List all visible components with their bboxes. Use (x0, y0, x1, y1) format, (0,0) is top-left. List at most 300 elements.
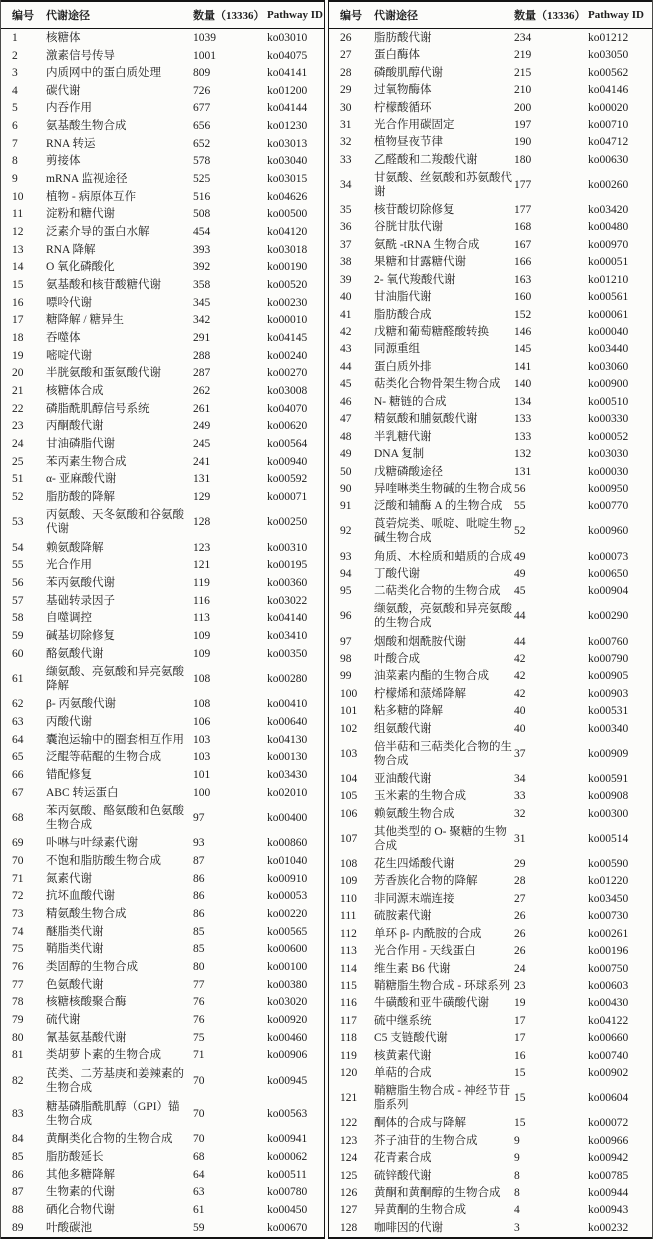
row-number: 90 (340, 482, 352, 495)
gene-count: 234 (514, 31, 532, 44)
pathway-name: 亚油酸代谢 (374, 772, 432, 785)
gene-count: 8 (514, 1187, 520, 1200)
pathway-name: 丙酮酸代谢 (46, 420, 104, 433)
row-number: 77 (12, 978, 24, 991)
row-number: 87 (12, 1186, 24, 1199)
table-row (329, 288, 652, 305)
pathway-name: 苯丙氨酸代谢 (46, 577, 115, 589)
pathway-name: 吞噬体 (46, 332, 81, 345)
gene-count: 131 (514, 465, 532, 478)
row-number: 50 (340, 465, 352, 478)
pathway-id: ko00020 (588, 101, 629, 114)
gene-count: 86 (193, 908, 205, 921)
gene-count: 34 (514, 772, 526, 785)
pathway-id: ko00908 (588, 790, 629, 803)
pathway-name: 硫胺素代谢 (374, 910, 432, 923)
pathway-id: ko00260 (588, 178, 629, 191)
table-row (1, 276, 324, 294)
gene-count: 31 (514, 832, 526, 845)
row-number: 60 (12, 647, 24, 660)
row-number: 28 (340, 66, 352, 79)
table-row (1, 835, 324, 853)
pathway-id: ko04146 (588, 84, 629, 97)
row-number: 55 (12, 559, 24, 572)
row-number: 98 (340, 652, 352, 665)
gene-count: 55 (514, 500, 526, 513)
table-row (329, 201, 652, 218)
pathway-name: 蛋白质外排 (374, 360, 432, 373)
pathway-name: 精氨酸和脯氨酸代谢 (374, 413, 478, 426)
table-row (1, 941, 324, 959)
gene-count: 40 (514, 722, 526, 735)
gene-count: 86 (193, 890, 205, 903)
pathway-id: ko00563 (267, 1107, 308, 1120)
pathway-name: 倍半萜和三萜类化合物的生物合成 (374, 740, 512, 767)
pathway-name: 精氨酸生物合成 (46, 908, 127, 921)
table-row (329, 480, 652, 497)
pathway-name: 萜类化合物骨架生物合成 (374, 378, 501, 391)
table-row (1, 627, 324, 645)
table-row (1, 470, 324, 488)
table-row (329, 1149, 652, 1166)
row-number: 54 (12, 541, 24, 554)
table-row (1, 223, 324, 241)
pathway-name: mRNA 监视途径 (46, 173, 128, 186)
pathway-id: ko00902 (588, 1067, 629, 1080)
pathway-id: ko01200 (267, 84, 308, 97)
pathway-id: ko00710 (588, 118, 629, 131)
gene-count: 108 (193, 698, 211, 711)
table-row (1, 852, 324, 870)
table-row (1, 766, 324, 784)
row-number: 118 (340, 1032, 357, 1045)
table-row (329, 1132, 652, 1149)
pathway-id: ko00480 (588, 221, 629, 234)
pathway-id: ko00592 (267, 473, 308, 486)
pathway-name: 苯丙素生物合成 (46, 455, 127, 468)
pathway-id: ko03020 (267, 996, 308, 1009)
gene-count: 45 (514, 585, 526, 598)
pathway-id: ko00770 (588, 500, 629, 513)
row-number: 95 (340, 585, 352, 598)
pathway-name: 烟酸和烟酰胺代谢 (374, 635, 466, 648)
pathway-name: α- 亚麻酸代谢 (46, 473, 117, 486)
row-number: 82 (12, 1074, 24, 1087)
row-number: 76 (12, 961, 24, 974)
gene-count: 342 (193, 314, 211, 327)
row-number: 8 (12, 155, 18, 168)
pathway-name: 核糖体合成 (46, 384, 104, 397)
pathway-name: 糖降解 / 糖异生 (46, 314, 124, 327)
pathway-id: ko00562 (588, 66, 629, 79)
table-row (329, 46, 652, 63)
pathway-id: ko00520 (267, 279, 308, 292)
gene-count: 167 (514, 238, 532, 251)
table-row (329, 169, 652, 202)
pathway-id: ko04122 (588, 1014, 629, 1027)
row-number: 22 (12, 402, 24, 415)
table-row (1, 645, 324, 663)
table-row (1, 557, 324, 575)
gene-count: 59 (193, 1221, 205, 1234)
gene-count: 103 (193, 733, 211, 746)
gene-count: 80 (193, 961, 205, 974)
gene-count: 128 (193, 516, 211, 529)
header-number: 编号 (329, 1, 374, 29)
table-row (1, 888, 324, 906)
pathway-name: RNA 转运 (46, 137, 96, 150)
pathway-id: ko00196 (588, 945, 629, 958)
pathway-id: ko03030 (588, 448, 629, 461)
pathway-id: ko00960 (588, 525, 629, 538)
pathway-name: DNA 复制 (374, 448, 425, 461)
row-number: 5 (12, 102, 18, 115)
pathway-name: 非同源末端连接 (374, 892, 455, 905)
row-number: 51 (12, 473, 24, 486)
table-row (329, 925, 652, 942)
pathway-id: ko00640 (267, 716, 308, 729)
pathway-name: 脂肪酸的降解 (46, 490, 115, 503)
table-row (329, 565, 652, 582)
pathway-id: ko00590 (588, 857, 629, 870)
gene-count: 219 (514, 49, 532, 62)
pathway-name: 嘧啶代谢 (46, 349, 92, 362)
pathway-name: 角质、木栓质和蜡质的合成 (374, 550, 512, 563)
pathway-id: ko00603 (588, 979, 629, 992)
pathway-name: 卟啉与叶绿素代谢 (46, 837, 138, 850)
gene-count: 677 (193, 102, 211, 115)
pathway-id: ko03050 (588, 49, 629, 62)
pathway-name: 酪氨酸代谢 (46, 647, 104, 660)
pathway-id: ko04070 (267, 402, 308, 415)
pathway-id: ko03008 (267, 384, 308, 397)
gene-count: 197 (514, 118, 532, 131)
row-number: 44 (340, 360, 352, 373)
row-number: 41 (340, 308, 352, 321)
table-row (329, 1030, 652, 1047)
row-number: 47 (340, 413, 352, 426)
pathway-name: 同源重组 (374, 343, 420, 356)
pathway-id: ko00950 (588, 482, 629, 495)
table-row (1, 206, 324, 224)
row-number: 36 (340, 221, 352, 234)
table-row (1, 802, 324, 835)
gene-count: 133 (514, 430, 532, 443)
pathway-name: 脂肪酸代谢 (374, 31, 432, 44)
pathway-name: 氨酰 -tRNA 生物合成 (374, 238, 480, 251)
row-number: 7 (12, 137, 18, 150)
pathway-id: ko00430 (588, 997, 629, 1010)
pathway-id: ko00906 (267, 1049, 308, 1062)
row-number: 128 (340, 1222, 358, 1235)
gene-count: 141 (514, 360, 532, 373)
row-number: 74 (12, 925, 24, 938)
gene-count: 215 (514, 66, 532, 79)
pathway-id: ko04075 (267, 49, 308, 62)
row-number: 10 (12, 190, 24, 203)
row-number: 124 (340, 1152, 358, 1165)
gene-count: 106 (193, 716, 211, 729)
pathway-name: 泛素介导的蛋白水解 (46, 226, 150, 239)
row-number: 111 (340, 910, 357, 923)
gene-count: 26 (514, 910, 526, 923)
pathway-name: 缬氨酸、亮氨酸和异亮氨酸降解 (46, 666, 184, 693)
row-number: 33 (340, 153, 352, 166)
gene-count: 116 (193, 594, 210, 607)
pathway-id: ko01040 (267, 855, 308, 868)
table-row (329, 134, 652, 151)
gene-count: 100 (193, 786, 211, 799)
table-row (329, 960, 652, 977)
row-number: 15 (12, 279, 24, 292)
pathway-name: 鞘糖脂生物合成 - 环球系列 (374, 979, 511, 992)
pathway-id: ko00945 (267, 1074, 308, 1087)
pathway-name: 蛋白酶体 (374, 49, 420, 62)
pathway-id: ko00230 (267, 296, 308, 309)
table-row (1, 488, 324, 506)
pathway-id: ko00650 (588, 567, 629, 580)
pathway-name: 淀粉和糖代谢 (46, 208, 115, 221)
gene-count: 145 (514, 343, 532, 356)
gene-count: 70 (193, 1074, 205, 1087)
pathway-id: ko04144 (267, 102, 308, 115)
table-row (329, 1064, 652, 1081)
gene-count: 44 (514, 635, 526, 648)
gene-count: 132 (514, 448, 532, 461)
table-row (329, 254, 652, 271)
pathway-id: ko00966 (588, 1134, 629, 1147)
pathway-id: ko04141 (267, 67, 308, 80)
row-number: 80 (12, 1031, 24, 1044)
pathway-id: ko00942 (588, 1152, 629, 1165)
table-row (1, 135, 324, 153)
pathway-id: ko00270 (267, 367, 308, 380)
pathway-id: ko03015 (267, 173, 308, 186)
table-row (1, 994, 324, 1012)
table-row (329, 1012, 652, 1029)
gene-count: 358 (193, 279, 211, 292)
row-number: 122 (340, 1117, 358, 1130)
row-number: 56 (12, 577, 24, 589)
row-number: 21 (12, 384, 24, 397)
pathway-name: 鞘糖脂生物合成 - 神经节苷脂系列 (374, 1085, 511, 1112)
row-number: 115 (340, 979, 357, 992)
pathway-name: 氮素代谢 (46, 872, 92, 885)
row-number: 27 (340, 49, 352, 62)
pathway-name: 色氨酸代谢 (46, 978, 104, 991)
gene-count: 1001 (193, 49, 216, 62)
pathway-table-left (1, 0, 324, 1239)
gene-count: 101 (193, 769, 211, 782)
pathway-id: ko00450 (267, 1203, 308, 1216)
row-number: 4 (12, 84, 18, 97)
pathway-id: ko00510 (588, 395, 629, 408)
table-row (329, 995, 652, 1012)
row-number: 34 (340, 178, 352, 191)
table-row (1, 188, 324, 206)
pathway-id: ko00220 (267, 908, 308, 921)
gene-count: 75 (193, 1031, 205, 1044)
pathway-id: ko00620 (267, 420, 308, 433)
row-number: 71 (12, 872, 24, 885)
row-number: 70 (12, 855, 24, 868)
gene-count: 121 (193, 559, 211, 572)
table-row (1, 574, 324, 592)
table-row (1, 29, 324, 47)
gene-count: 9 (514, 1152, 520, 1165)
row-number: 46 (340, 395, 352, 408)
table-row (329, 668, 652, 685)
pathway-name: 光合作用碳固定 (374, 118, 455, 131)
pathway-id: ko00330 (588, 413, 629, 426)
table-row (1, 749, 324, 767)
row-number: 117 (340, 1014, 357, 1027)
gene-count: 160 (514, 291, 532, 304)
row-number: 19 (12, 349, 24, 362)
pathway-id: ko00261 (588, 927, 629, 940)
row-number: 110 (340, 892, 357, 905)
table-row (329, 29, 652, 47)
table-row (1, 976, 324, 994)
pathway-name: 丁酸代谢 (374, 567, 420, 580)
pathway-name: O 氧化磷酸化 (46, 261, 115, 274)
table-row (1, 923, 324, 941)
pathway-name: 莨菪烷类、哌啶、吡啶生物碱生物合成 (374, 518, 512, 545)
gene-count: 56 (514, 482, 526, 495)
pathway-name: 甘氨酸、丝氨酸和苏氨酸代谢 (374, 171, 512, 198)
table-row (1, 1029, 324, 1047)
gene-count: 210 (514, 84, 532, 97)
table-row (329, 1167, 652, 1184)
table-row (1, 592, 324, 610)
table-row (329, 376, 652, 393)
gene-count: 200 (514, 101, 532, 114)
pathway-name: 单环 β- 内酰胺的合成 (374, 927, 482, 940)
pathway-id: ko00904 (588, 585, 629, 598)
pathway-name: 硫代谢 (46, 1014, 81, 1026)
gene-count: 37 (514, 747, 526, 760)
pathway-name: 芥子油苷的生物合成 (374, 1134, 478, 1147)
pathway-name: 脂肪酸延长 (46, 1150, 104, 1163)
pathway-id: ko03430 (267, 769, 308, 782)
gene-count: 134 (514, 395, 532, 408)
row-number: 93 (340, 550, 352, 563)
table-row (1, 1047, 324, 1065)
row-number: 127 (340, 1204, 358, 1217)
row-number: 67 (12, 786, 24, 799)
gene-count: 652 (193, 137, 211, 150)
row-number: 125 (340, 1169, 358, 1182)
gene-count: 245 (193, 437, 211, 450)
pathway-name: β- 丙氨酸代谢 (46, 698, 117, 711)
table-row (329, 908, 652, 925)
pathway-id: ko04626 (267, 190, 308, 203)
row-number: 66 (12, 769, 24, 782)
row-number: 26 (340, 31, 352, 44)
table-header (1, 1, 324, 29)
pathway-id: ko00561 (588, 291, 629, 304)
pathway-id: ko00360 (267, 577, 308, 589)
table-row (329, 1202, 652, 1219)
pathway-id: ko00591 (588, 772, 629, 785)
header-pathway: 代谢途径 (374, 1, 512, 29)
row-number: 37 (340, 238, 352, 251)
gene-count: 33 (514, 790, 526, 803)
table-row (329, 822, 652, 855)
pathway-id: ko00905 (588, 670, 629, 683)
table-row (1, 400, 324, 418)
gene-count: 108 (193, 673, 211, 686)
table-row (1, 1166, 324, 1184)
pathway-id: ko00340 (588, 722, 629, 735)
pathway-id: ko04130 (267, 733, 308, 746)
pathway-name: 维生素 B6 代谢 (374, 962, 451, 975)
gene-count: 393 (193, 243, 211, 256)
row-number: 17 (12, 314, 24, 327)
gene-count: 32 (514, 807, 526, 820)
row-number: 3 (12, 67, 18, 80)
gene-count: 4 (514, 1204, 520, 1217)
gene-count: 85 (193, 943, 205, 956)
gene-count: 656 (193, 120, 211, 133)
pathway-name: 赖氨酸降解 (46, 541, 104, 554)
table-row (1, 435, 324, 453)
pathway-name: 黄酮类化合物的生物合成 (46, 1133, 173, 1146)
table-row (1, 1011, 324, 1029)
pathway-id: ko00531 (588, 705, 629, 718)
table-row (329, 788, 652, 805)
table-row (1, 117, 324, 135)
row-number: 9 (12, 173, 18, 186)
table-row (329, 306, 652, 323)
pathway-name: 嘌呤代谢 (46, 296, 92, 309)
pathway-id: ko01230 (267, 120, 308, 133)
pathway-id: ko00030 (588, 465, 629, 478)
pathway-name: 内吞作用 (46, 102, 92, 115)
gene-count: 129 (193, 490, 211, 503)
table-row (1, 329, 324, 347)
pathway-id: ko00970 (588, 238, 629, 251)
row-number: 63 (12, 716, 24, 729)
pathway-id: ko00630 (588, 153, 629, 166)
gene-count: 262 (193, 384, 211, 397)
pathway-id: ko00785 (588, 1169, 629, 1182)
table-row (329, 445, 652, 462)
gene-count: 8 (514, 1169, 520, 1182)
pathway-id: ko04145 (267, 332, 308, 345)
pathway-id: ko00310 (267, 541, 308, 554)
pathway-id: ko00240 (267, 349, 308, 362)
row-number: 84 (12, 1133, 24, 1146)
pathway-name: 芪类、二芳基庚和姜辣素的生物合成 (46, 1067, 184, 1094)
pathway-name: 自噬调控 (46, 612, 92, 625)
pathway-name: 丙酸代谢 (46, 716, 92, 729)
gene-count: 19 (514, 997, 526, 1010)
gene-count: 23 (514, 979, 526, 992)
pathway-name: 赖氨酸生物合成 (374, 807, 455, 820)
gene-count: 63 (193, 1186, 205, 1199)
pathway-id: ko00760 (588, 635, 629, 648)
table-row (329, 942, 652, 959)
gene-count: 146 (514, 326, 532, 339)
pathway-name: 2- 氧代羧酸代谢 (374, 273, 456, 286)
gene-count: 15 (514, 1092, 526, 1105)
pathway-id: ko00511 (267, 1168, 307, 1181)
pathway-id: ko00860 (267, 837, 308, 850)
table-row (329, 633, 652, 650)
pathway-id: ko00400 (267, 812, 308, 825)
pathway-id: ko00072 (588, 1117, 629, 1130)
